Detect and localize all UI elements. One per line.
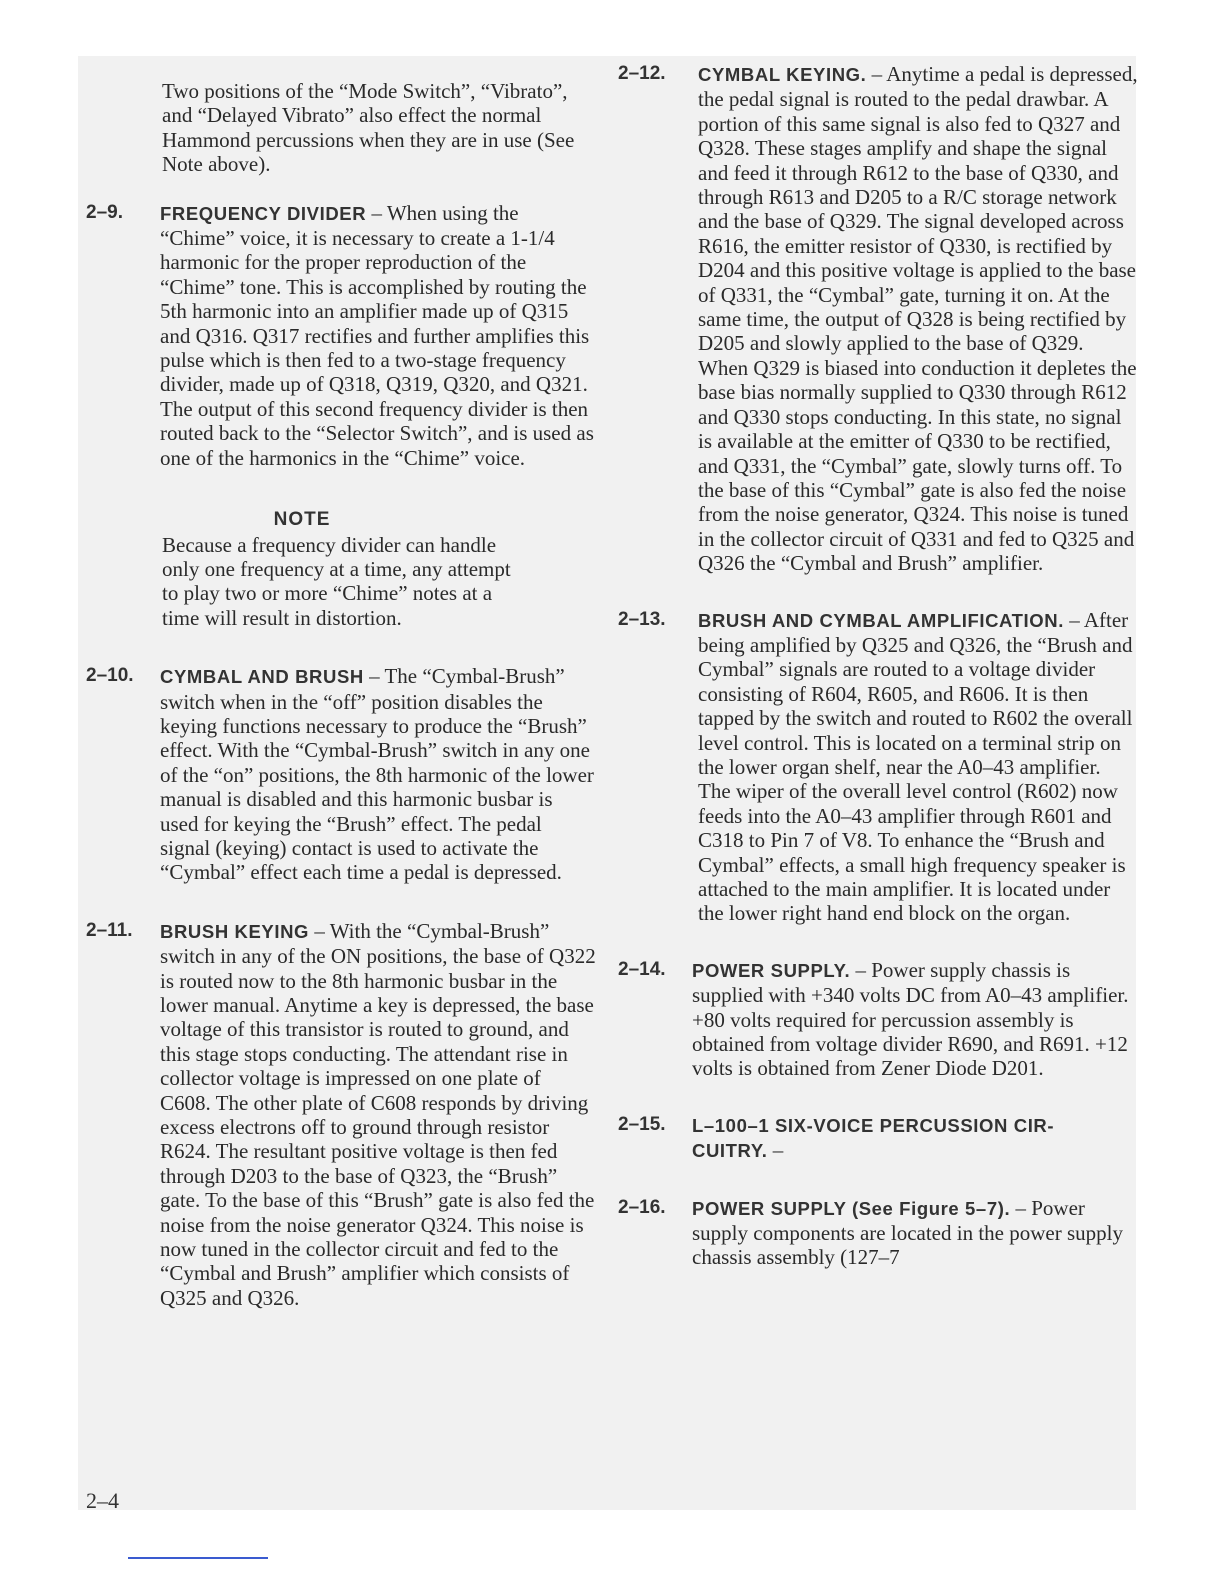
section-number: 2–16.	[618, 1196, 666, 1218]
section-text: Anytime a pedal is depressed, the pedal signal is routed to the pedal drawbar. A portion of this same signal is also fed to Q327 and Q328. These stages amplify and shape the signal and feed it through R612 to the base of Q330, and through R613 and D205 to a R/C storage network and the base of Q329. The signal developed across R616, the emitter resistor of Q330, is rectified by D204 and this positive voltage is applied to the base of Q331, the “Cymbal” gate, turning it on. At the same time, the output of Q328 is being rectified by D205 and slowly applied to the base of Q329. When Q329 is biased into conduction it depletes the base bias normally supplied to Q330 through R612 and Q330 stops conducting. In this state, no signal is available at the emitter of Q330 to be rectified, and Q331, the “Cymbal” gate, slowly turns off. To the base of this “Cymbal” gate is also fed the noise from the noise generator, Q324. This noise is tuned in the collector circuit of Q331 and fed to Q325 and Q326 the “Cymbal and Brush” amplifier.	[698, 62, 1138, 576]
section-title: BRUSH KEYING	[160, 920, 310, 942]
section-number: 2–12.	[618, 63, 666, 84]
section-text: When using the “Chime” voice, it is necessary to create a 1-1/4 harmonic for the proper reproduction of the “Chime” tone. This is accomplished by routing the 5th harmonic into an amplifier made up of Q315 and Q316. Q317 rectifies and further amplifies this pulse which is then fed to a two-stage frequency divider, made up of Q318, Q319, Q320, and Q321. The output of this second frequency divider is then routed back to the “Selector Switch”, and is used as one of the harmonics in the “Chime” voice.	[160, 200, 594, 470]
section-2-11: 2–11. BRUSH KEYING – With the “Cymbal-Brush” switch in any of the ON positions, the base of Q322 is routed now to the 8th harmonic busbar in the lower manual. Anytime a key is depressed, the base voltage of this transistor is routed to ground, and this stage stops conducting. The attendant rise in collector voltage is impressed on one plate of C608. The other plate of C608 responds by driving excess electrons off to ground through resistor R624. The resultant positive voltage is then fed through D203 to the base of Q323, the “Brush” gate. To the base of this “Brush” gate is also fed the noise from the noise generator Q324. This noise is now tuned in the collector circuit and fed to the “Cymbal and Brush” amplifier which consists of Q325 and Q326.	[86, 918, 596, 1310]
left-column	[86, 58, 596, 1310]
section-title: L–100–1 SIX-VOICE PERCUSSION CIRCUITRY.	[692, 1114, 1054, 1162]
right-column	[618, 62, 1138, 1270]
section-2-15: 2–15. L–100–1 SIX-VOICE PERCUSSION CIRCUITRY. –	[618, 1113, 1054, 1163]
section-title: BRUSH AND CYMBAL AMPLIFICATION.	[698, 609, 1064, 631]
section-title: FREQUENCY DIVIDER	[160, 202, 367, 224]
note-text: Because a frequency divider can handle only one frequency at a time, any attempt to play two or more “Chime” notes at a time will result in distortion.	[162, 532, 511, 630]
section-title: CYMBAL AND BRUSH	[160, 666, 364, 688]
section-2-9: 2–9. FREQUENCY DIVIDER – When using the “Chime” voice, it is necessary to create a 1-1/4 harmonic for the proper reproduction of the “Chime” tone. This is accomplished by routing the 5th harmonic into an amplifier made up of Q315 and Q316. Q317 rectifies and further amplifies this pulse which is then fed to a two-stage frequency divider, made up of Q318, Q319, Q320, and Q321. The output of this second frequency divider is then routed back to the “Selector Switch”, and is used as one of the harmonics in the “Chime” voice.	[86, 200, 594, 470]
section-2-13: 2–13. BRUSH AND CYMBAL AMPLIFICATION. – After being amplified by Q325 and Q326, the “Brush and Cymbal” signals are routed to a voltage divider consisting of R604, R605, and R606. It is then tapped by the switch and routed to R602 the overall level control. This is located on a terminal strip on the lower organ shelf, near the A0–43 amplifier. The wiper of the overall level control (R602) now feeds into the A0–43 amplifier through R601 and C318 to Pin 7 of V8. To enhance the “Brush and Cymbal” effects, a small high frequency speaker is attached to the main amplifier. It is located under the lower right hand end block on the organ.	[618, 607, 1133, 926]
section-2-12: 2–12. CYMBAL KEYING. – Anytime a pedal is depressed, the pedal signal is routed to the pedal drawbar. A portion of this same signal is also fed to Q327 and Q328. These stages amplify and shape the signal and feed it through R612 to the base of Q330, and through R613 and D205 to a R/C storage network and the base of Q329. The signal developed across R616, the emitter resistor of Q330, is rectified by D204 and this positive voltage is applied to the base of Q331, the “Cymbal” gate, turning it on. At the same time, the output of Q328 is being rectified by D205 and slowly applied to the base of Q329. When Q329 is biased into conduction it depletes the base bias normally supplied to Q330 through R612 and Q330 stops conducting. In this state, no signal is available at the emitter of Q330 to be rectified, and Q331, the “Cymbal” gate, slowly turns off. To the base of this “Cymbal” gate is also fed the noise from the noise generator, Q324. This noise is tuned in the collector circuit of Q331 and fed to Q325 and Q326 the “Cymbal and Brush” amplifier.	[618, 62, 1138, 576]
section-number: 2–9.	[86, 201, 123, 223]
section-text: After being amplified by Q325 and Q326, the “Brush and Cymbal” signals are routed to a voltage divider consisting of R604, R605, and R606. It is then tapped by the switch and routed to R602 the overall level control. This is located on a terminal strip on the lower organ shelf, near the A0–43 amplifier. The wiper of the overall level control (R602) now feeds into the A0–43 amplifier through R601 and C318 to Pin 7 of V8. To enhance the “Brush and Cymbal” effects, a small high frequency speaker is attached to the main amplifier. It is located under the lower right hand end block on the organ.	[698, 607, 1133, 926]
section-2-16: 2–16. POWER SUPPLY (See Figure 5–7). – Power supply components are located in the power supply chassis assembly (127–7	[618, 1195, 1123, 1270]
section-2-14: 2–14. POWER SUPPLY. – Power supply chassis is supplied with +340 volts DC from A0–43 amplifier. +80 volts required for percussion assembly is obtained from voltage divider R690, and R691. +12 volts is obtained from Zener Diode D201.	[618, 957, 1129, 1081]
divider-line	[128, 1557, 268, 1559]
note-heading: NOTE	[273, 509, 331, 531]
page-number: 2–4	[86, 1488, 119, 1513]
section-number: 2–13.	[618, 608, 666, 630]
section-text: The “Cymbal-Brush” switch when in the “off” position disables the keying functions necessary to produce the “Brush” effect. With the “Cymbal-Brush” switch in any one of the “on” positions, the 8th harmonic of the lower manual is disabled and this harmonic busbar is used for keying the “Brush” effect. The pedal signal (keying) contact is used to activate the “Cymbal” effect each time a pedal is depressed.	[160, 664, 594, 885]
section-text: With the “Cymbal-Brush” switch in any of the ON positions, the base of Q322 is routed now to the 8th harmonic busbar in the lower manual. Anytime a key is depressed, the base voltage of this transistor is routed to ground, and this stage stops conducting. The attendant rise in collector voltage is impressed on one plate of C608. The other plate of C608 responds by driving excess electrons off to ground through resistor R624. The resultant positive voltage is then fed through D203 to the base of Q323, the “Brush” gate. To the base of this “Brush” gate is also fed the noise from the noise generator Q324. This noise is now tuned in the collector circuit and fed to the “Cymbal and Brush” amplifier which consists of Q325 and Q326.	[160, 918, 596, 1310]
section-number: 2–14.	[618, 958, 666, 980]
section-text: Power supply chassis is supplied with +340 volts DC from A0–43 amplifier. +80 volts required for percussion assembly is obtained from voltage divider R690, and R691. +12 volts is obtained from Zener Diode D201.	[692, 957, 1129, 1081]
section-number: 2–10.	[86, 665, 134, 687]
section-title: POWER SUPPLY.	[692, 959, 851, 981]
section-2-10: 2–10. CYMBAL AND BRUSH – The “Cymbal-Brush” switch when in the “off” position disables the keying functions necessary to produce the “Brush” effect. With the “Cymbal-Brush” switch in any one of the “on” positions, the 8th harmonic of the lower manual is disabled and this harmonic busbar is used for keying the “Brush” effect. The pedal signal (keying) contact is used to activate the “Cymbal” effect each time a pedal is depressed.	[86, 664, 594, 885]
intro-paragraph: Two positions of the “Mode Switch”, “Vibrato”, and “Delayed Vibrato” also effect the normal Hammond percussions when they are in use (See Note above).	[162, 79, 575, 177]
section-number: 2–11.	[86, 919, 133, 941]
section-title: CYMBAL KEYING.	[698, 64, 867, 85]
section-number: 2–15.	[618, 1113, 666, 1135]
note-box	[162, 508, 522, 630]
section-text: Power supply components are located in the power supply chassis assembly (127–7	[692, 1195, 1123, 1270]
section-title: POWER SUPPLY (See Figure 5–7).	[692, 1197, 1011, 1219]
